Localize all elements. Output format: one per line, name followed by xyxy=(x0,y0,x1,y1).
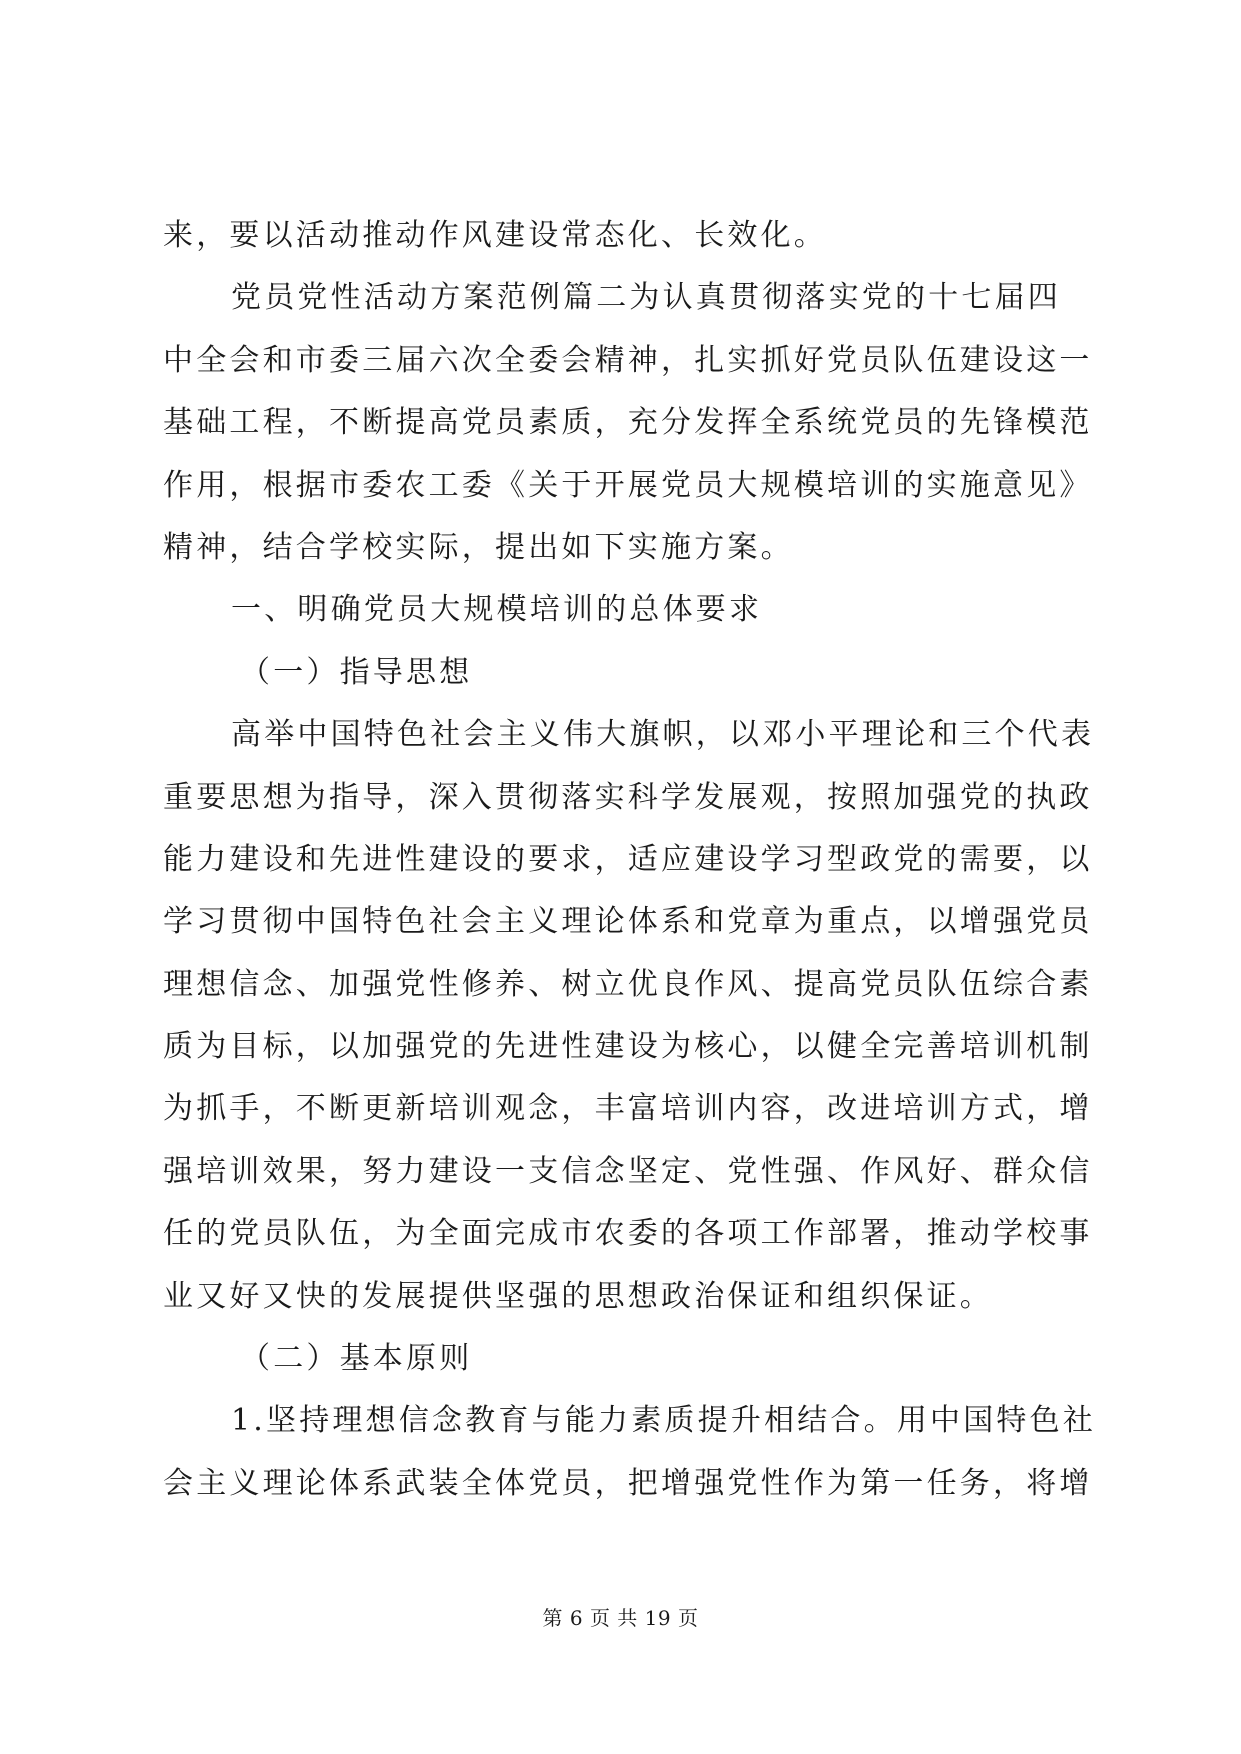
text-line: 党员党性活动方案范例篇二为认真贯彻落实党的十七届四 xyxy=(231,280,1061,316)
text-line: 质为目标，以加强党的先进性建设为核心，以健全完善培训机制 xyxy=(163,1029,1093,1065)
text-line: 重要思想为指导，深入贯彻落实科学发展观，按照加强党的执政 xyxy=(163,779,1093,815)
text-line: 业又好又快的发展提供坚强的思想政治保证和组织保证。 xyxy=(163,1278,993,1314)
section-heading: 一、明确党员大规模培训的总体要求 xyxy=(231,592,763,628)
text-line: 来，要以活动推动作风建设常态化、长效化。 xyxy=(163,218,827,253)
document-body xyxy=(163,205,1097,1515)
text-line: 精神，结合学校实际，提出如下实施方案。 xyxy=(163,529,794,565)
page-footer: 第 6 页 共 19 页 xyxy=(542,1606,699,1630)
text-line: 学习贯彻中国特色社会主义理论体系和党章为重点，以增强党员 xyxy=(163,904,1093,940)
subsection-heading: （二）基本原则 xyxy=(240,1341,473,1377)
subsection-heading: （一）指导思想 xyxy=(240,654,473,690)
text-line: 为抓手，不断更新培训观念，丰富培训内容，改进培训方式，增 xyxy=(163,1091,1093,1127)
text-line: 强培训效果，努力建设一支信念坚定、党性强、作风好、群众信 xyxy=(163,1153,1093,1189)
text-line: 高举中国特色社会主义伟大旗帜，以邓小平理论和三个代表 xyxy=(231,717,1095,753)
text-line: 任的党员队伍，为全面完成市农委的各项工作部署，推动学校事 xyxy=(163,1216,1093,1252)
text-line: 基础工程，不断提高党员素质，充分发挥全系统党员的先锋模范 xyxy=(163,405,1093,441)
text-line: 会主义理论体系武装全体党员，把增强党性作为第一任务，将增 xyxy=(163,1465,1093,1501)
text-line: 作用，根据市委农工委《关于开展党员大规模培训的实施意见》 xyxy=(163,467,1093,503)
text-line: 理想信念、加强党性修养、树立优良作风、提高党员队伍综合素 xyxy=(163,966,1093,1002)
text-line: 1.坚持理想信念教育与能力素质提升相结合。用中国特色社 xyxy=(231,1403,1097,1439)
text-line: 中全会和市委三届六次全委会精神，扎实抓好党员队伍建设这一 xyxy=(163,342,1093,378)
text-line: 能力建设和先进性建设的要求，适应建设学习型政党的需要，以 xyxy=(163,841,1093,877)
